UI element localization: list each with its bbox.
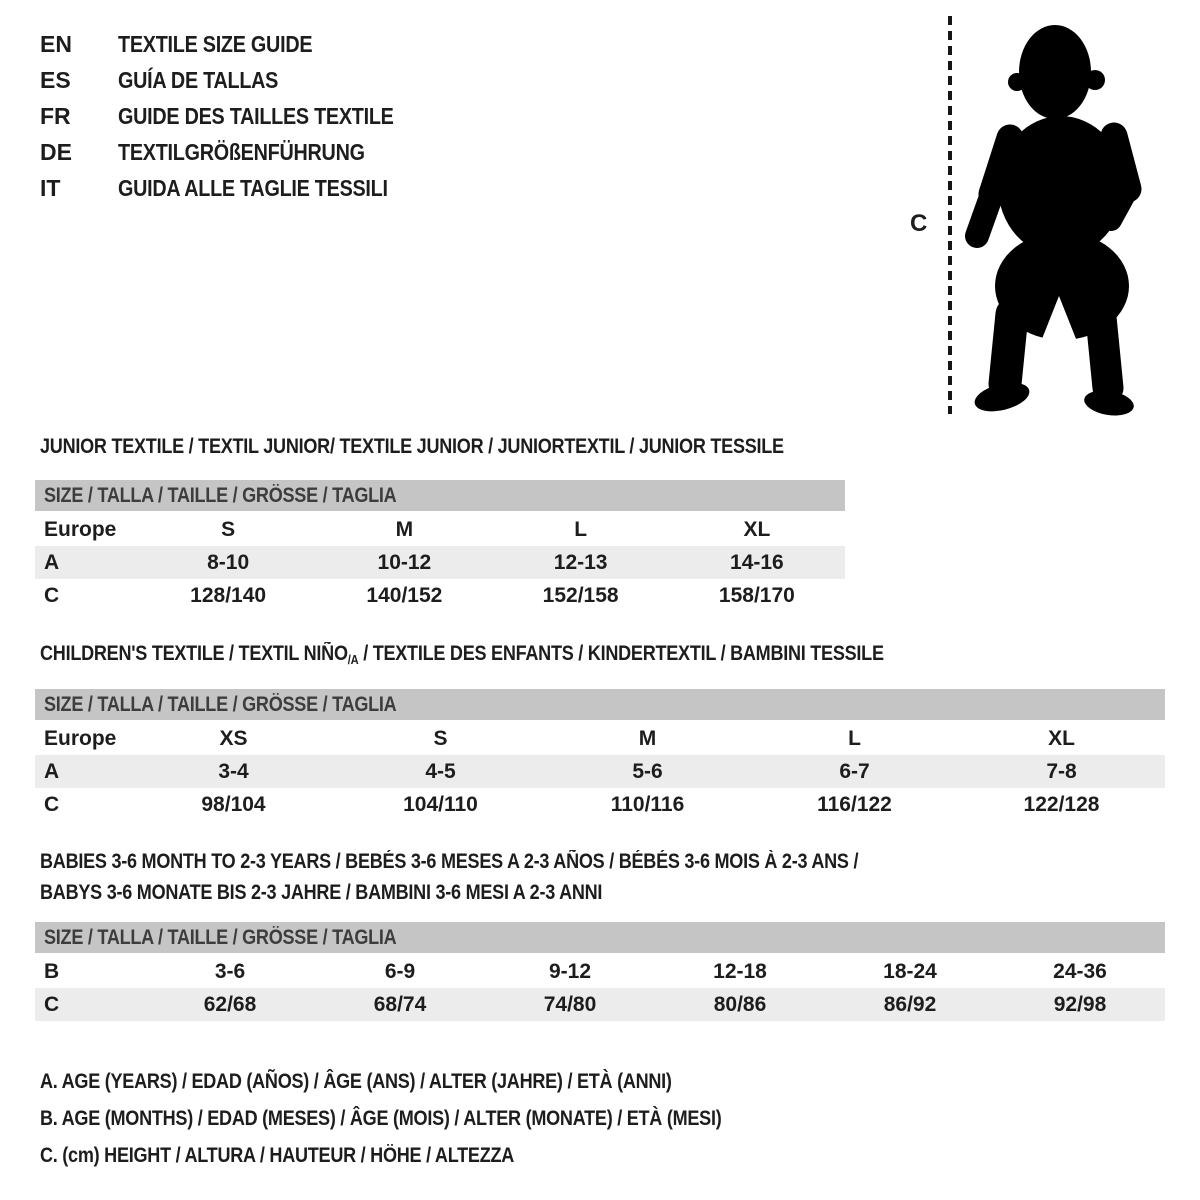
cell: 158/170 <box>718 583 795 607</box>
cell: S <box>221 517 236 541</box>
table-row <box>35 788 1165 821</box>
lang-row-en <box>40 26 439 62</box>
table-row <box>35 722 1165 755</box>
footnote-c-text: C. (cm) HEIGHT / ALTURA / HAUTEUR / HÖHE / ALTEZZA <box>40 1143 515 1167</box>
cell: 6-9 <box>384 959 416 983</box>
size-header-text: SIZE / TALLA / TAILLE / GRÖSSE / TAGLIA <box>44 925 397 949</box>
row-label: A <box>44 759 60 783</box>
lang-title: TEXTILGRÖßENFÜHRUNG <box>118 138 365 165</box>
children-section-heading <box>40 641 1021 673</box>
children-size-header-bar <box>35 689 1165 720</box>
cell: 3-6 <box>214 959 246 983</box>
row-label: B <box>44 959 60 983</box>
cell: 98/104 <box>201 792 266 816</box>
cell: 140/152 <box>366 583 443 607</box>
children-heading-sub: /A <box>347 652 359 667</box>
cell: 9-12 <box>548 959 592 983</box>
toddler-silhouette-icon <box>962 14 1142 422</box>
lang-row-de <box>40 134 439 170</box>
row-label: A <box>44 550 60 574</box>
footnote-a-text: A. AGE (YEARS) / EDAD (AÑOS) / ÂGE (ANS) / ALTER (JAHRE) / ETÀ (ANNI) <box>40 1069 672 1093</box>
cell: 122/128 <box>1023 792 1100 816</box>
lang-title: GUIDE DES TAILLES TEXTILE <box>118 102 394 129</box>
children-heading-pre: CHILDREN'S TEXTILE / TEXTIL NIÑO <box>40 642 348 665</box>
row-label: C <box>44 792 60 816</box>
cell: L <box>574 517 588 541</box>
cell: 116/122 <box>817 792 892 816</box>
cell: 110/116 <box>610 792 685 816</box>
cell: 18-24 <box>883 959 937 983</box>
lang-code: IT <box>40 174 61 201</box>
babies-size-header-bar <box>35 922 1165 953</box>
lang-row-it <box>40 170 439 206</box>
cell: XL <box>1048 726 1075 750</box>
cell: M <box>395 517 414 541</box>
row-label: C <box>44 992 60 1016</box>
table-row <box>35 755 1165 788</box>
lang-title: TEXTILE SIZE GUIDE <box>118 30 313 57</box>
table-row <box>35 988 1165 1021</box>
babies-section-heading <box>40 846 991 908</box>
size-header-text: SIZE / TALLA / TAILLE / GRÖSSE / TAGLIA <box>44 692 397 716</box>
height-measure-label: C <box>910 210 928 237</box>
footnote-b <box>40 1100 832 1137</box>
cell: 6-7 <box>839 759 870 783</box>
language-header <box>40 26 439 206</box>
lang-code: FR <box>40 102 71 129</box>
junior-heading-text: JUNIOR TEXTILE / TEXTIL JUNIOR/ TEXTILE JUNIOR / JUNIORTEXTIL / JUNIOR TESSILE <box>40 435 784 458</box>
cell: 74/80 <box>543 992 597 1016</box>
babies-size-table <box>35 922 1165 1021</box>
table-row <box>35 579 845 612</box>
junior-size-header-bar <box>35 480 845 511</box>
footnote-a <box>40 1063 832 1100</box>
children-heading-post: / TEXTILE DES ENFANTS / KINDERTEXTIL / BAMBINI TESSILE <box>358 642 884 665</box>
children-heading-text <box>40 641 884 673</box>
table-row <box>35 955 1165 988</box>
footnotes <box>40 1063 832 1174</box>
cell: 68/74 <box>373 992 427 1016</box>
lang-title: GUIDA ALLE TAGLIE TESSILI <box>118 174 388 201</box>
cell: 128/140 <box>190 583 267 607</box>
cell: XS <box>219 726 248 750</box>
cell: 7-8 <box>1046 759 1077 783</box>
footnote-b-text: B. AGE (MONTHS) / EDAD (MESES) / ÂGE (MOIS) / ALTER (MONATE) / ETÀ (MESI) <box>40 1106 722 1130</box>
cell: 12-13 <box>553 550 608 574</box>
cell: 12-18 <box>713 959 767 983</box>
cell: 24-36 <box>1053 959 1107 983</box>
children-size-table <box>35 689 1165 821</box>
size-header-text: SIZE / TALLA / TAILLE / GRÖSSE / TAGLIA <box>44 483 397 507</box>
cell: 152/158 <box>542 583 619 607</box>
cell: 104/110 <box>403 792 478 816</box>
cell: 80/86 <box>713 992 767 1016</box>
lang-code: EN <box>40 30 72 57</box>
babies-heading-line1: BABIES 3-6 MONTH TO 2-3 YEARS / BEBÉS 3-6 MESES A 2-3 AÑOS / BÉBÉS 3-6 MOIS À 2-3 ANS / <box>40 850 859 873</box>
height-measure-dashed-line <box>948 16 952 414</box>
cell: 62/68 <box>203 992 257 1016</box>
cell: XL <box>743 517 771 541</box>
lang-title: GUÍA DE TALLAS <box>118 66 279 93</box>
row-label: Europe <box>44 726 117 750</box>
cell: S <box>433 726 448 750</box>
cell: 14-16 <box>730 550 784 574</box>
row-label: Europe <box>44 517 117 541</box>
cell: 86/92 <box>883 992 937 1016</box>
cell: 92/98 <box>1053 992 1107 1016</box>
table-row <box>35 546 845 579</box>
lang-code: DE <box>40 138 72 165</box>
lang-row-es <box>40 62 439 98</box>
cell: 3-4 <box>218 759 249 783</box>
cell: 4-5 <box>425 759 456 783</box>
cell: L <box>848 726 861 750</box>
lang-row-fr <box>40 98 439 134</box>
babies-heading-line2: BABYS 3-6 MONATE BIS 2-3 JAHRE / BAMBINI 3-6 MESI A 2-3 ANNI <box>40 881 603 904</box>
cell: M <box>638 726 657 750</box>
lang-code: ES <box>40 66 71 93</box>
cell: 8-10 <box>207 550 250 574</box>
junior-size-table <box>35 480 845 612</box>
junior-section-heading <box>40 434 905 460</box>
cell: 10-12 <box>377 550 432 574</box>
table-row <box>35 513 845 546</box>
row-label: C <box>44 583 60 607</box>
cell: 5-6 <box>632 759 663 783</box>
footnote-c <box>40 1137 832 1174</box>
